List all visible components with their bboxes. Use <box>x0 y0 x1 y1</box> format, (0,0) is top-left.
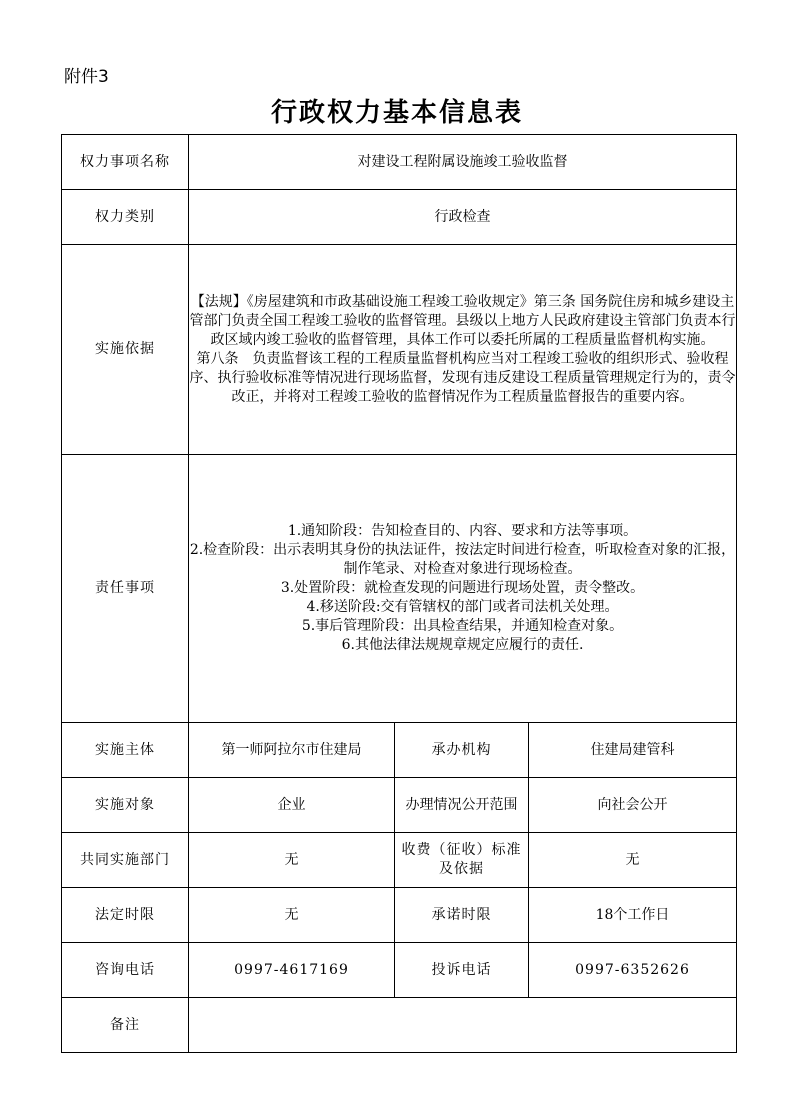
basis-paragraph: 【法规】《房屋建筑和市政基础设施工程竣工验收规定》第三条 国务院住房和城乡建设主管部门负责全国工程竣工验收的监督管理。县级以上地方人民政府建设主管部门负责本行政区域内竣工验收的监督管理，具体工作可以委托所属的工程质量监督机构实施。 <box>189 293 736 348</box>
complaint-phone-value: 0997-6352626 <box>529 943 737 998</box>
page-title: 行政权力基本信息表 <box>270 98 523 128</box>
row-duties <box>62 455 737 723</box>
info-table <box>61 134 737 1053</box>
row-phone <box>62 943 737 998</box>
power-name-value: 对建设工程附属设施竣工验收监督 <box>189 135 737 190</box>
duties-label: 责任事项 <box>62 455 189 723</box>
handling-org-label: 承办机构 <box>395 723 529 778</box>
consult-phone-value: 0997-4617169 <box>189 943 395 998</box>
basis-paragraph: 第八条 负责监督该工程的工程质量监督机构应当对工程竣工验收的组织形式、验收程序、执行验收标准等情况进行现场监督，发现有违反建设工程质量管理规定行为的，责令改正，并将对工程竣工验收的监督情况作为工程质量监督报告的重要内容。 <box>189 350 736 405</box>
basis-content <box>189 245 737 455</box>
duties-content <box>189 455 737 723</box>
target-value: 企业 <box>189 778 395 833</box>
row-remark <box>62 998 737 1053</box>
row-basis <box>62 245 737 455</box>
duty-item: 6.其他法律法规规章规定应履行的责任. <box>341 637 584 653</box>
duty-item: 5.事后管理阶段：出具检查结果，并通知检查对象。 <box>301 618 624 634</box>
power-name-label: 权力事项名称 <box>62 135 189 190</box>
power-category-label: 权力类别 <box>62 190 189 245</box>
joint-dept-label: 共同实施部门 <box>62 833 189 888</box>
disclosure-scope-value: 向社会公开 <box>529 778 737 833</box>
duty-item: 1.通知阶段：告知检查目的、内容、要求和方法等事项。 <box>287 523 638 539</box>
disclosure-scope-label: 办理情况公开范围 <box>395 778 529 833</box>
row-joint <box>62 833 737 888</box>
power-category-value: 行政检查 <box>189 190 737 245</box>
joint-dept-value: 无 <box>189 833 395 888</box>
legal-deadline-value: 无 <box>189 888 395 943</box>
row-deadline <box>62 888 737 943</box>
legal-deadline-label: 法定时限 <box>62 888 189 943</box>
duty-item: 2.检查阶段：出示表明其身份的执法证件，按法定时间进行检查，听取检查对象的汇报，制作笔录、对检查对象进行现场检查。 <box>189 542 736 577</box>
basis-label: 实施依据 <box>62 245 189 455</box>
duty-item: 3.处置阶段：就检查发现的问题进行现场处置，责令整改。 <box>280 580 645 596</box>
target-label: 实施对象 <box>62 778 189 833</box>
subject-label: 实施主体 <box>62 723 189 778</box>
subject-value: 第一师阿拉尔市住建局 <box>189 723 395 778</box>
attachment-label: 附件3 <box>64 67 109 87</box>
consult-phone-label: 咨询电话 <box>62 943 189 998</box>
row-power-name <box>62 135 737 190</box>
duty-item: 4.移送阶段:交有管辖权的部门或者司法机关处理。 <box>306 599 619 615</box>
row-target <box>62 778 737 833</box>
fee-standard-value: 无 <box>529 833 737 888</box>
promised-deadline-value: 18个工作日 <box>529 888 737 943</box>
row-power-category <box>62 190 737 245</box>
fee-standard-label: 收费（征收）标准及依据 <box>395 833 529 888</box>
remark-value <box>189 998 737 1053</box>
complaint-phone-label: 投诉电话 <box>395 943 529 998</box>
remark-label: 备注 <box>62 998 189 1053</box>
promised-deadline-label: 承诺时限 <box>395 888 529 943</box>
handling-org-value: 住建局建管科 <box>529 723 737 778</box>
row-subject <box>62 723 737 778</box>
